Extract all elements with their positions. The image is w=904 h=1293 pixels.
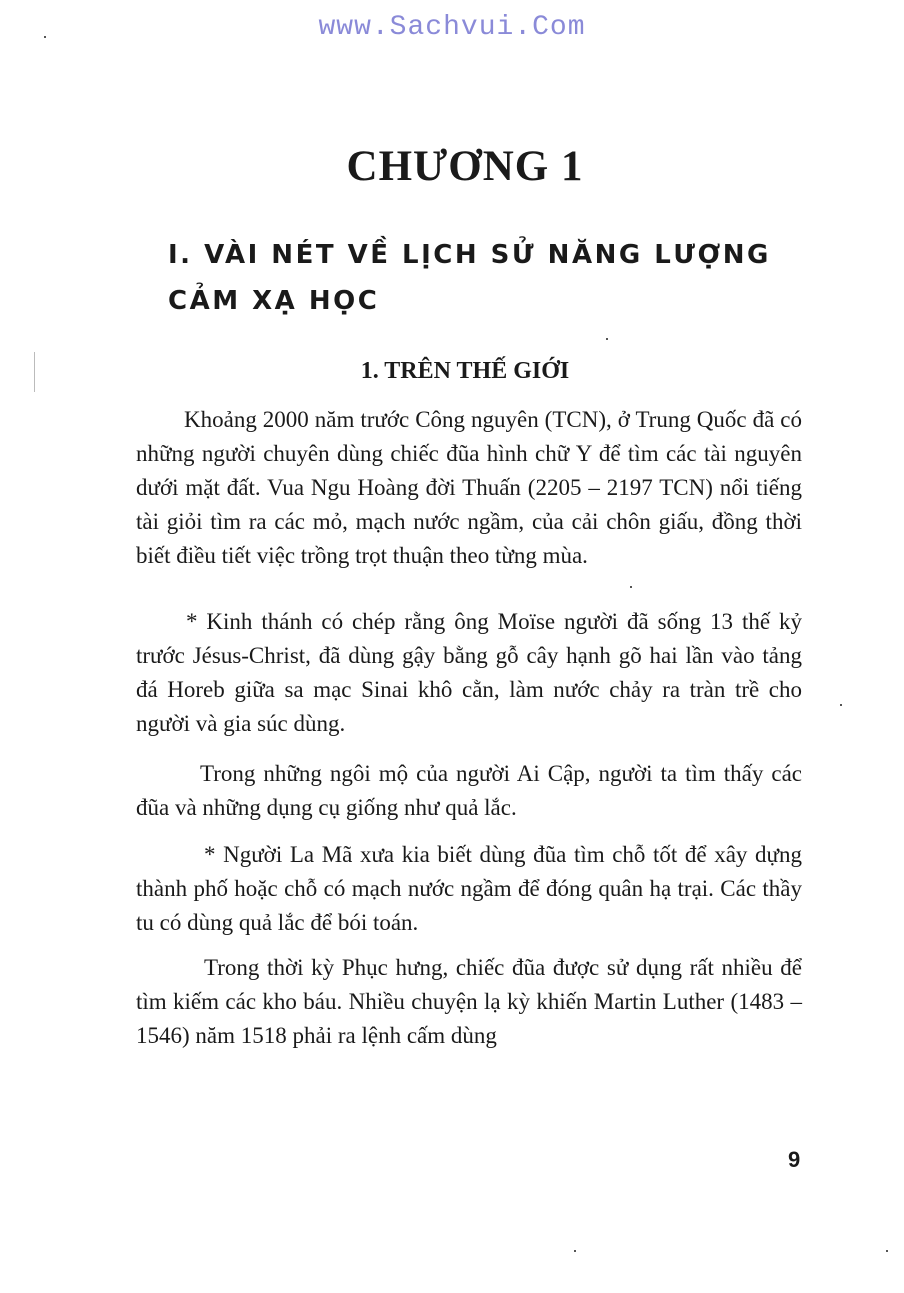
paragraph: Trong những ngôi mộ của người Ai Cập, người ta tìm thấy các đũa và những dụng cụ giống như quả lắc. xyxy=(136,761,802,820)
scan-speck xyxy=(840,704,842,706)
scan-speck xyxy=(44,36,46,38)
paragraph: Trong thời kỳ Phục hưng, chiếc đũa được sử dụng rất nhiều để tìm kiếm các kho báu. Nhiều chuyện lạ kỳ khiến Martin Luther (1483 – 1546) năm 1518 phải ra lệnh cấm dùng xyxy=(136,955,802,1048)
paragraph: * Kinh thánh có chép rằng ông Moïse người đã sống 13 thế kỷ trước Jésus-Christ, đã dùng gậy bằng gỗ cây hạnh gõ hai lần vào tảng đá Horeb giữa sa mạc Sinai khô cằn, làm nước chảy ra tràn trề cho người và gia súc dùng. xyxy=(136,609,802,736)
watermark: www.Sachvui.Com xyxy=(318,12,586,43)
scan-margin-line xyxy=(34,352,35,392)
scan-speck xyxy=(630,586,632,588)
chapter-title: CHƯƠNG 1 xyxy=(346,143,584,190)
scan-speck xyxy=(606,338,608,340)
page-number: 9 xyxy=(788,1147,801,1172)
paragraph: * Người La Mã xưa kia biết dùng đũa tìm chỗ tốt để xây dựng thành phố hoặc chỗ có mạch nước ngầm để đóng quân hạ trại. Các thầy tu có dùng quả lắc để bói toán. xyxy=(136,842,802,935)
section-heading: I. VÀI NÉT VỀ LỊCH SỬ NĂNG LƯỢNG CẢM XẠ HỌC xyxy=(168,240,771,316)
scan-speck xyxy=(886,1250,888,1252)
scan-speck xyxy=(574,1250,576,1252)
paragraph: Khoảng 2000 năm trước Công nguyên (TCN), ở Trung Quốc đã có những người chuyên dùng chiếc đũa hình chữ Y để tìm các tài nguyên dưới mặt đất. Vua Ngu Hoàng đời Thuấn (2205 – 2197 TCN) nổi tiếng tài giỏi tìm ra các mỏ, mạch nước ngầm, của cải chôn giấu, đồng thời biết điều tiết việc trồng trọt thuận theo từng mùa. xyxy=(136,407,802,568)
subsection-heading: 1. TRÊN THẾ GIỚI xyxy=(360,358,570,384)
